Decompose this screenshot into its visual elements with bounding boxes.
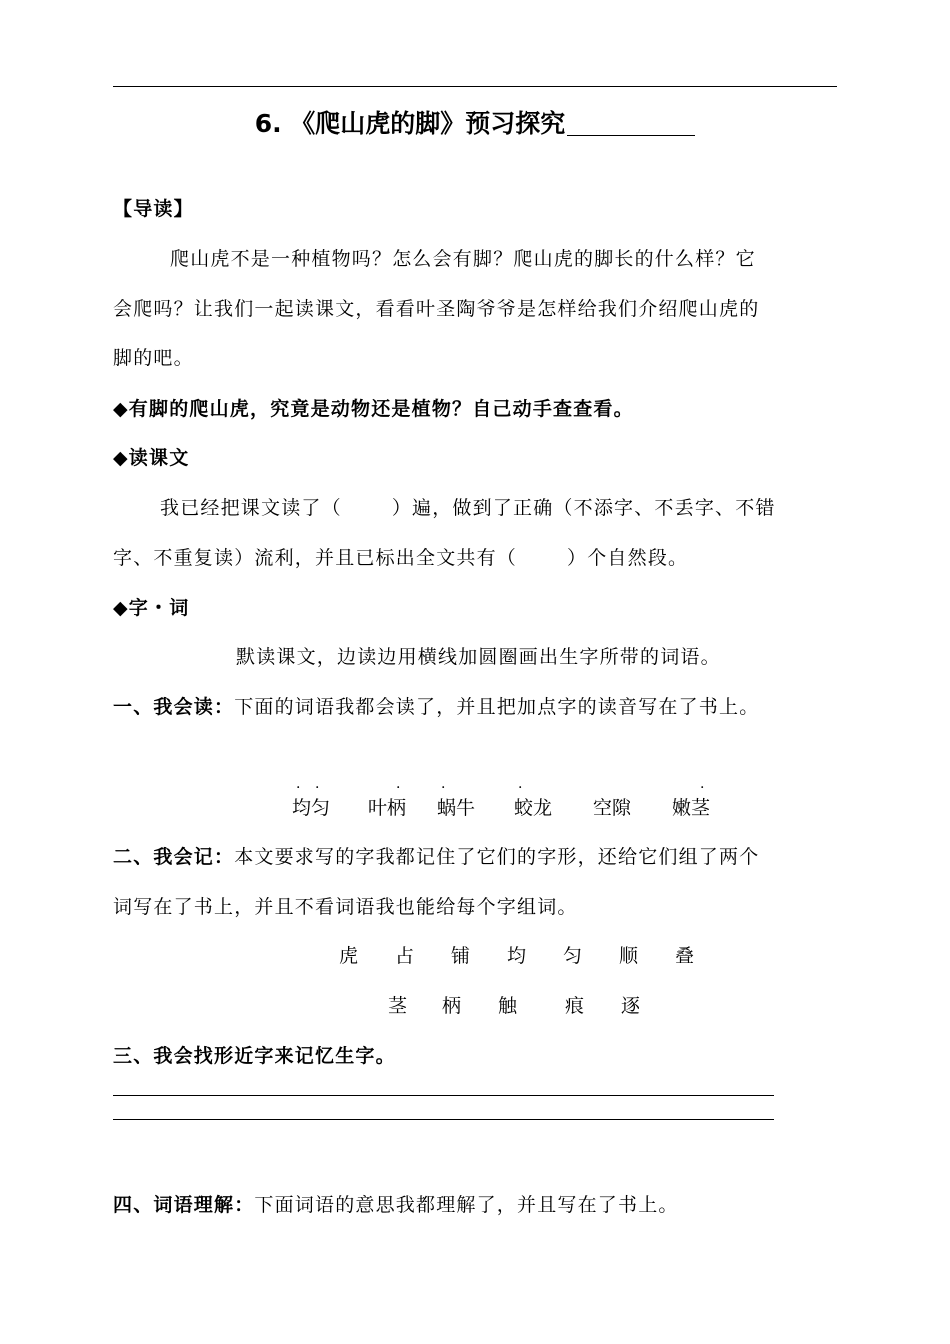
word-text: 均匀 xyxy=(292,797,331,819)
char-item: 触 xyxy=(498,995,518,1017)
section4-text: 下面词语的意思我都理解了，并且写在了书上。 xyxy=(254,1194,679,1216)
answer-line[interactable] xyxy=(113,1119,774,1120)
section2-label: 二、我会记： xyxy=(113,846,235,868)
read-heading: ◆读课文 xyxy=(113,447,190,469)
section4-label: 四、词语理解： xyxy=(113,1194,255,1216)
emphasis-dot: · xyxy=(700,780,705,796)
emphasis-dot: · xyxy=(518,780,523,796)
read-line-1-end: ）遍，做到了正确（不添字、不丢字、不错 xyxy=(391,497,776,519)
answer-line[interactable] xyxy=(113,1095,774,1096)
read-line-2-start: 字、不重复读）流利，并且已标出全文共有（ xyxy=(113,547,518,569)
guide-line-1: 爬山虎不是一种植物吗？怎么会有脚？爬山虎的脚长的什么样？它 xyxy=(170,248,756,270)
word-item xyxy=(292,780,331,820)
char-item: 逐 xyxy=(621,995,641,1017)
char-item: 匀 xyxy=(563,945,583,967)
guide-line-3: 脚的吧。 xyxy=(113,347,194,369)
read-line-2-end: ）个自然段。 xyxy=(567,547,689,569)
section3-label: 三、我会找形近字来记忆生字。 xyxy=(113,1045,396,1067)
word-item xyxy=(672,780,711,820)
read-line-1 xyxy=(160,493,776,520)
emphasis-dot: · xyxy=(315,780,320,796)
section4-line xyxy=(113,1190,679,1217)
char-item: 占 xyxy=(395,945,415,967)
emphasis-dot: · xyxy=(296,780,301,796)
word-item xyxy=(437,780,476,820)
page-title xyxy=(0,104,950,140)
title-text: 6. 《爬山虎的脚》预习探究 xyxy=(254,109,566,138)
section2-line-2: 词写在了书上，并且不看词语我也能给每个字组词。 xyxy=(113,896,578,918)
char-item: 叠 xyxy=(675,945,695,967)
word-text: 蜗牛 xyxy=(437,797,476,819)
section2-line-1 xyxy=(113,842,759,869)
char-item: 铺 xyxy=(451,945,471,967)
read-line-1-start: 我已经把课文读了（ xyxy=(160,497,342,519)
section1-line xyxy=(113,692,759,719)
emphasis-dot: · xyxy=(396,780,401,796)
char-item: 茎 xyxy=(388,995,408,1017)
guide-line-2: 会爬吗？让我们一起读课文，看看叶圣陶爷爷是怎样给我们介绍爬山虎的 xyxy=(113,298,760,320)
section1-text: 下面的词语我都会读了，并且把加点字的读音写在了书上。 xyxy=(234,696,760,718)
name-blank[interactable] xyxy=(567,111,695,136)
words-instruction: 默读课文，边读边用横线加圆圈画出生字所带的词语。 xyxy=(236,646,721,668)
word-item xyxy=(593,793,631,820)
char-item: 均 xyxy=(507,945,527,967)
word-text: 空隙 xyxy=(593,797,632,819)
read-line-2 xyxy=(113,543,688,570)
guide-heading: 【导读】 xyxy=(113,198,194,220)
word-item xyxy=(368,780,407,820)
section1-label: 一、我会读： xyxy=(113,696,235,718)
section2-text-1: 本文要求写的字我都记住了它们的字形，还给它们组了两个 xyxy=(234,846,760,868)
word-text: 蛟龙 xyxy=(514,797,553,819)
char-item: 虎 xyxy=(339,945,359,967)
word-text: 叶柄 xyxy=(368,797,407,819)
char-item: 顺 xyxy=(619,945,639,967)
char-item: 痕 xyxy=(565,995,585,1017)
words-heading: ◆字・词 xyxy=(113,597,190,619)
header-rule xyxy=(113,86,837,87)
emphasis-dot: · xyxy=(441,780,446,796)
char-item: 柄 xyxy=(442,995,462,1017)
question-animal-or-plant: ◆有脚的爬山虎，究竟是动物还是植物？自己动手查查看。 xyxy=(113,398,634,420)
word-item xyxy=(514,780,553,820)
word-text: 嫩茎 xyxy=(672,797,711,819)
